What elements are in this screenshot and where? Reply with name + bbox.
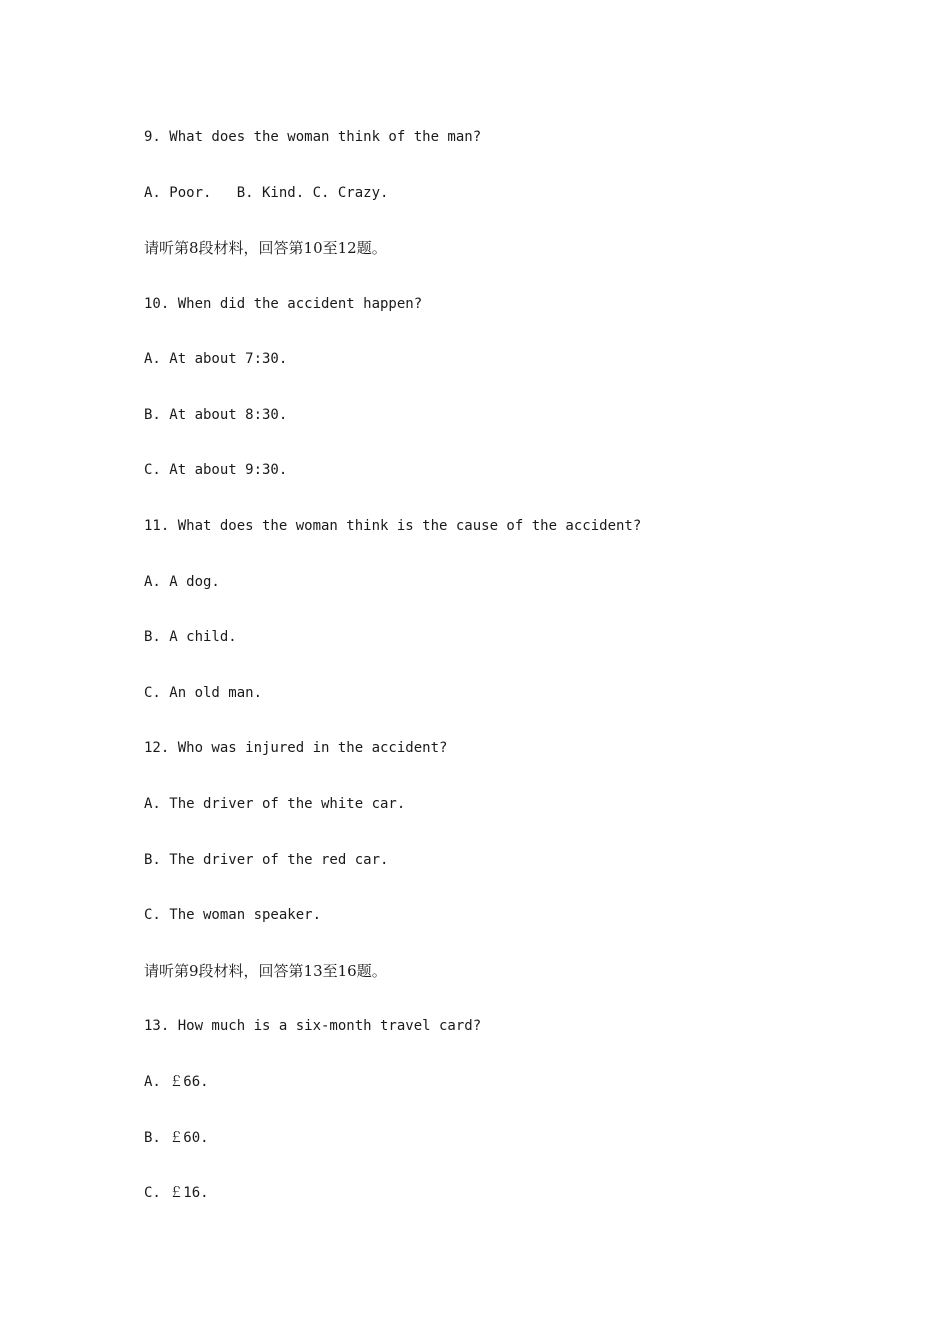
question-13: 13. How much is a six-month travel card? — [144, 1018, 482, 1034]
question-11: 11. What does the woman think is the cause of the accident? — [144, 518, 642, 534]
question-10-option-a: A. At about 7:30. — [144, 351, 288, 367]
question-12: 12. Who was injured in the accident? — [144, 740, 448, 756]
question-11-option-c: C. An old man. — [144, 685, 263, 701]
section-instruction-9: 请听第9段材料，回答第13至16题。 — [144, 962, 387, 980]
question-11-option-a: A. A dog. — [144, 574, 220, 590]
section-instruction-8: 请听第8段材料，回答第10至12题。 — [144, 239, 387, 257]
question-9-options: A. Poor. B. Kind. C. Crazy. — [144, 185, 389, 201]
question-12-option-a: A. The driver of the white car. — [144, 796, 406, 812]
question-13-option-a: A. ￡66. — [144, 1074, 209, 1090]
question-11-option-b: B. A child. — [144, 629, 237, 645]
question-12-option-c: C. The woman speaker. — [144, 907, 322, 923]
question-13-option-b: B. ￡60. — [144, 1130, 209, 1146]
question-10: 10. When did the accident happen? — [144, 296, 423, 312]
question-13-option-c: C. ￡16. — [144, 1185, 209, 1201]
question-12-option-b: B. The driver of the red car. — [144, 852, 389, 868]
question-10-option-b: B. At about 8:30. — [144, 407, 288, 423]
question-9: 9. What does the woman think of the man? — [144, 129, 482, 145]
question-10-option-c: C. At about 9:30. — [144, 462, 288, 478]
